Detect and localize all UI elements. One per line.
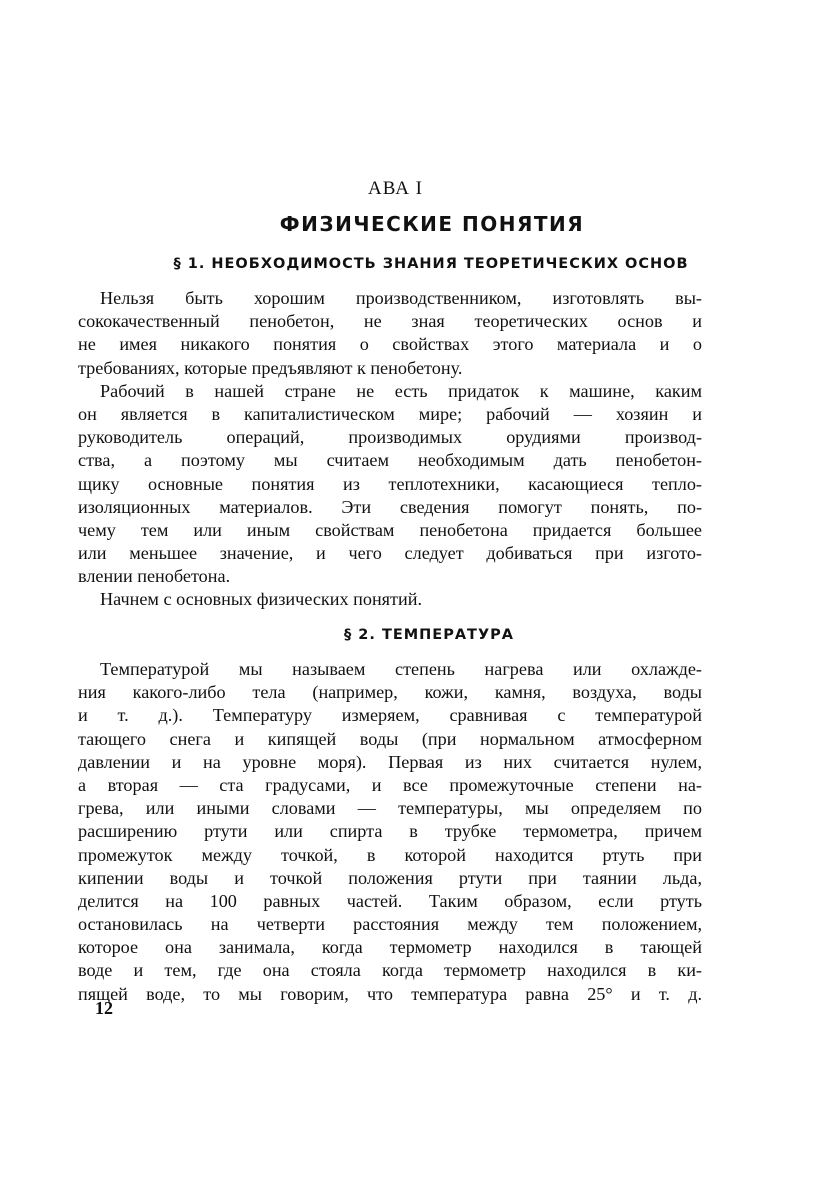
paragraph-line: пящей воде, то мы говорим, что температура равна 25° и т. д.	[78, 983, 702, 1004]
paragraph-line: кипении воды и точкой положения ртути при таянии льда,	[78, 867, 702, 888]
paragraph-line: ства, а поэтому мы считаем необходимым дать пенобетон-	[78, 450, 702, 471]
paragraph-line: остановилась на четверти расстояния между тем положением,	[78, 914, 702, 935]
paragraph-line: расширению ртути или спирта в трубке термометра, причем	[78, 821, 702, 842]
paragraph-line: чему тем или иным свойствам пенобетона придается большее	[78, 519, 702, 540]
paragraph-line: давлении и на уровне моря). Первая из них считается нулем,	[78, 751, 702, 772]
paragraph-line: щику основные понятия из теплотехники, касающиеся тепло-	[78, 473, 702, 494]
paragraph-line: а вторая — ста градусами, и все промежуточные степени на-	[78, 774, 702, 795]
paragraph-line: Нельзя быть хорошим производственником, изготовлять вы-	[100, 288, 702, 308]
paragraph-line: делится на 100 равных частей. Таким образом, если ртуть	[78, 890, 702, 911]
paragraph-line: не имея никакого понятия о свойствах этого материала и о	[78, 334, 702, 355]
paragraph-line: руководитель операций, производимых орудиями производ-	[78, 427, 702, 448]
paragraph-line: ния какого-либо тела (например, кожи, камня, воздуха, воды	[78, 682, 702, 703]
paragraph-line: Температурой мы называем степень нагрева или охлажде-	[100, 659, 702, 679]
paragraph-line: которое она занимала, когда термометр находился в тающей	[78, 937, 702, 958]
page-number: 12	[95, 998, 113, 1018]
paragraph-line: грева, или иными словами — температуры, мы определяем по	[78, 798, 702, 819]
section-1-heading: § 1. НЕОБХОДИМОСТЬ ЗНАНИЯ ТЕОРЕТИЧЕСКИХ ОСНОВ	[173, 256, 689, 272]
paragraph-line: или меньшее значение, и чего следует добиваться при изгото-	[78, 543, 702, 564]
section-2-heading: § 2. ТЕМПЕРАТУРА	[344, 627, 514, 643]
chapter-label: АВА I	[368, 178, 423, 199]
paragraph-line: воде и тем, где она стояла когда термометр находился в ки-	[78, 960, 702, 981]
paragraph-line: он является в капиталистическом мире; рабочий — хозяин и	[78, 403, 702, 424]
paragraph-line: изоляционных материалов. Эти сведения помогут понять, по-	[78, 496, 702, 517]
paragraph-line: тающего снега и кипящей воды (при нормальном атмосферном	[78, 728, 702, 749]
paragraph-line: Рабочий в нашей стране не есть придаток к машине, каким	[100, 380, 702, 401]
paragraph-line: и т. д.). Температуру измеряем, сравнивая с температурой	[78, 705, 702, 726]
section-2-body	[78, 658, 702, 1006]
paragraph-line: промежуток между точкой, в которой находится ртуть при	[78, 844, 702, 865]
paragraph-line: Начнем с основных физических понятий.	[100, 589, 423, 610]
paragraph-line: требованиях, которые предъявляют к пенобетону.	[78, 357, 463, 378]
chapter-title: ФИЗИЧЕСКИЕ ПОНЯТИЯ	[279, 212, 585, 236]
paragraph-line: влении пенобетона.	[78, 566, 231, 587]
section-1-body	[78, 287, 702, 612]
paragraph-line: сококачественный пенобетон, не зная теоретических основ и	[78, 311, 702, 332]
